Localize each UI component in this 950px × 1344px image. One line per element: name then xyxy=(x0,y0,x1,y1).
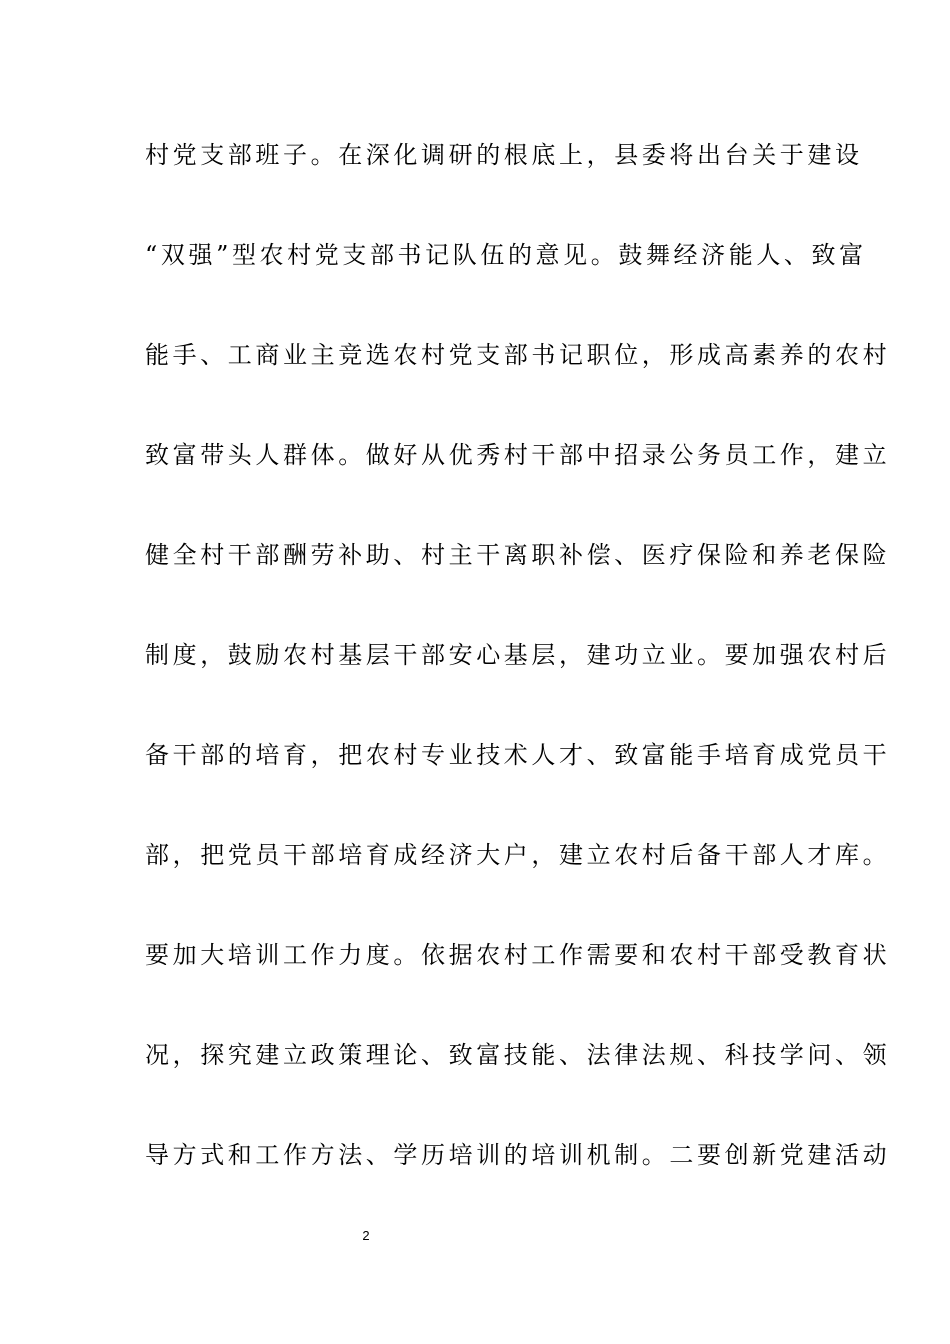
text-line: 要加大培训工作力度。依据农村工作需要和农村干部受教育状 xyxy=(145,941,891,969)
body-text xyxy=(145,127,891,1227)
text-line: 况，探究建立政策理论、致富技能、法律法规、科技学问、领 xyxy=(145,1041,891,1069)
text-line: 导方式和工作方法、学历培训的培训机制。二要创新党建活动 xyxy=(145,1141,891,1169)
text-line: “双强”型农村党支部书记队伍的意见。鼓舞经济能人、致富 xyxy=(145,241,867,269)
page-number: 2 xyxy=(362,1228,370,1243)
text-line: 致富带头人群体。做好从优秀村干部中招录公务员工作，建立 xyxy=(145,441,891,469)
text-line: 健全村干部酬劳补助、村主干离职补偿、医疗保险和养老保险 xyxy=(145,541,891,569)
text-line: 备干部的培育，把农村专业技术人才、致富能手培育成党员干 xyxy=(145,741,891,769)
text-line: 能手、工商业主竞选农村党支部书记职位，形成高素养的农村 xyxy=(145,341,891,369)
text-line: 制度，鼓励农村基层干部安心基层，建功立业。要加强农村后 xyxy=(145,641,891,669)
text-line: 村党支部班子。在深化调研的根底上，县委将出台关于建设 xyxy=(145,141,863,169)
text-line: 部，把党员干部培育成经济大户，建立农村后备干部人才库。 xyxy=(145,841,891,869)
